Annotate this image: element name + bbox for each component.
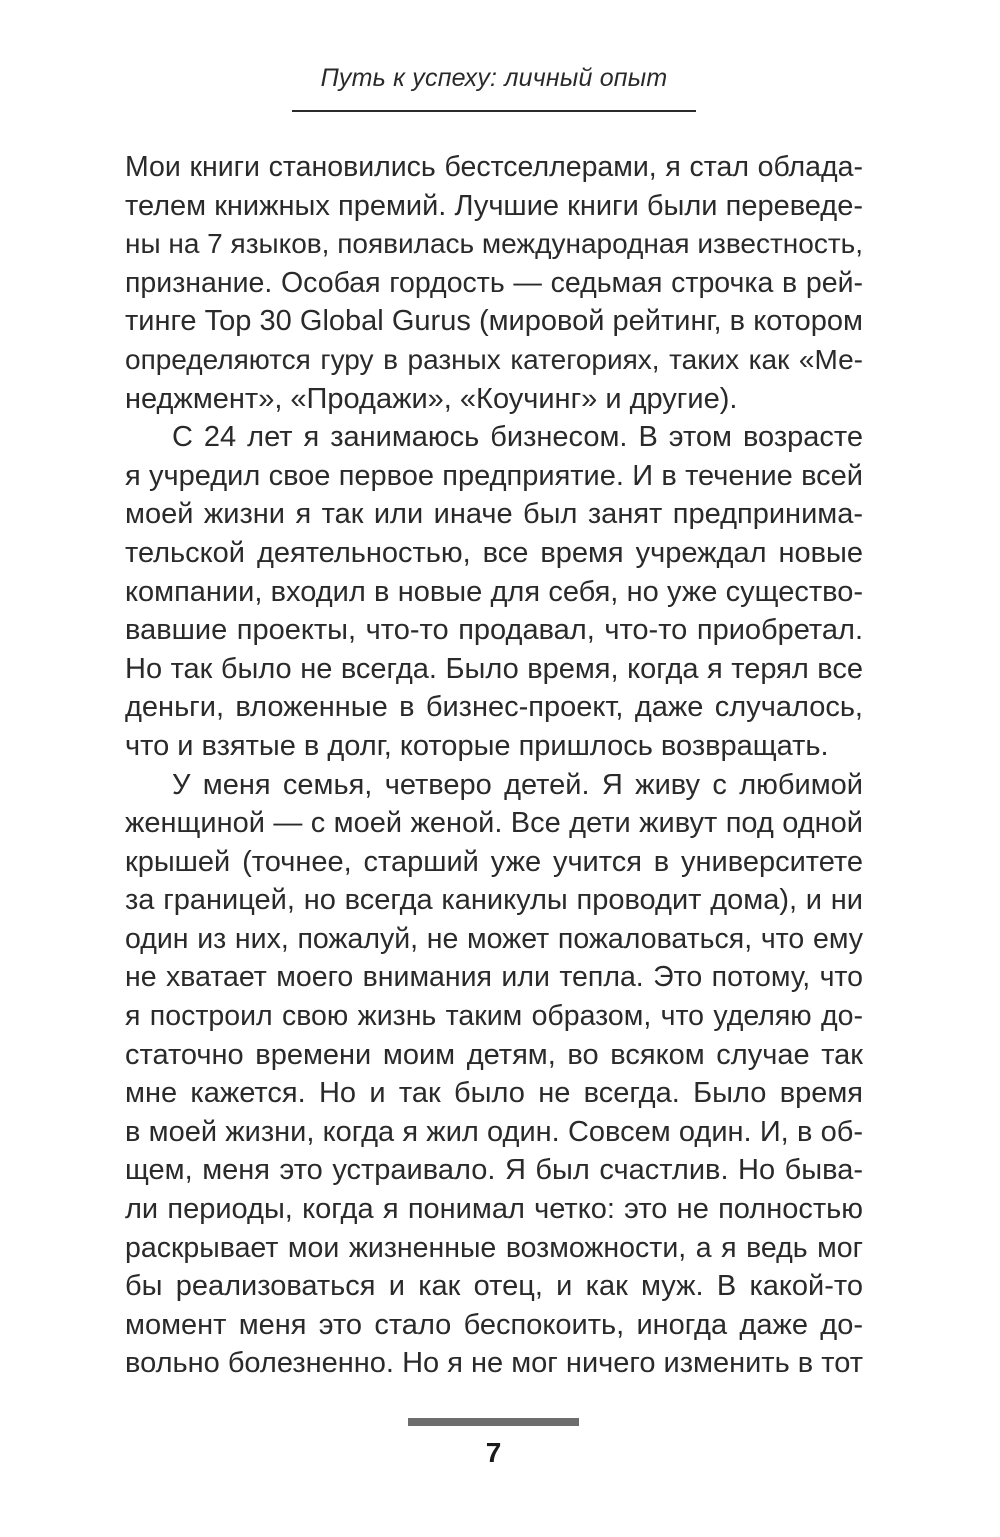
text-line: ны на 7 языков, появилась международная известность,	[125, 228, 864, 260]
page-number: 7	[485, 1437, 502, 1468]
text-line: я учредил свое первое предприятие. И в течение всей	[125, 459, 863, 492]
footer-bar	[408, 1418, 579, 1426]
text-line: женщиной — с моей женой. Все дети живут под одной	[125, 807, 863, 840]
text-line: я построил свою жизнь таким образом, что уделяю до-	[125, 1000, 863, 1033]
text-line: деньги, вложенные в бизнес-проект, даже случалось,	[125, 691, 863, 724]
text-line: Но так было не всегда. Было время, когда я терял все	[125, 652, 863, 685]
text-line: щем, меня это устраивало. Я был счастлив. Но быва-	[125, 1154, 863, 1187]
text-line: в моей жизни, когда я жил один. Совсем один. И, в об-	[125, 1115, 863, 1148]
text-line: моей жизни я так или иначе был занят предпринима-	[125, 498, 863, 531]
body-text	[125, 148, 863, 1383]
text-line: С 24 лет я занимаюсь бизнесом. В этом возрасте	[172, 421, 863, 454]
running-title: Путь к успеху: личный опыт	[320, 64, 668, 92]
text-line: определяются гуру в разных категориях, таких как «Ме-	[125, 343, 863, 375]
text-line: неджмент», «Продажи», «Коучинг» и другие).	[125, 382, 738, 415]
text-line: тинге Top 30 Global Gurus (мировой рейтинг, в котором	[125, 305, 863, 338]
text-line: вавшие проекты, что-то продавал, что-то приобретал.	[125, 614, 863, 647]
text-line: мне кажется. Но и так было не всегда. Было время	[125, 1077, 863, 1110]
text-line: вольно болезненно. Но я не мог ничего изменить в тот	[125, 1347, 863, 1380]
text-line: момент меня это стало беспокоить, иногда даже до-	[125, 1308, 863, 1341]
text-line: ли периоды, когда я понимал четко: это не полностью	[125, 1193, 863, 1226]
text-line: крышей (точнее, старший уже учится в университете	[125, 845, 863, 878]
text-line: У меня семья, четверо детей. Я живу с любимой	[172, 768, 863, 801]
text-line: не хватает моего внимания или тепла. Это потому, что	[125, 961, 863, 994]
text-line: за границей, но всегда каникулы проводит дома), и ни	[125, 884, 863, 917]
text-line: что и взятые в долг, которые пришлось возвращать.	[125, 729, 829, 762]
text-line: статочно времени моим детям, во всяком случае так	[125, 1038, 863, 1071]
text-line: компании, входил в новые для себя, но уже существо-	[125, 575, 863, 608]
text-line: тельской деятельностью, все время учреждал новые	[125, 536, 863, 569]
text-line: Мои книги становились бестселлерами, я стал облада-	[125, 151, 863, 183]
text-line: телем книжных премий. Лучшие книги были переведе-	[125, 189, 863, 222]
text-line: один из них, пожалуй, не может пожаловаться, что ему	[125, 922, 863, 955]
text-line: бы реализоваться и как отец, и как муж. В какой-то	[125, 1270, 863, 1303]
text-line: раскрывает мои жизненные возможности, а я ведь мог	[125, 1231, 863, 1264]
header-divider	[292, 110, 696, 112]
text-line: признание. Особая гордость — седьмая строчка в рей-	[125, 266, 863, 299]
